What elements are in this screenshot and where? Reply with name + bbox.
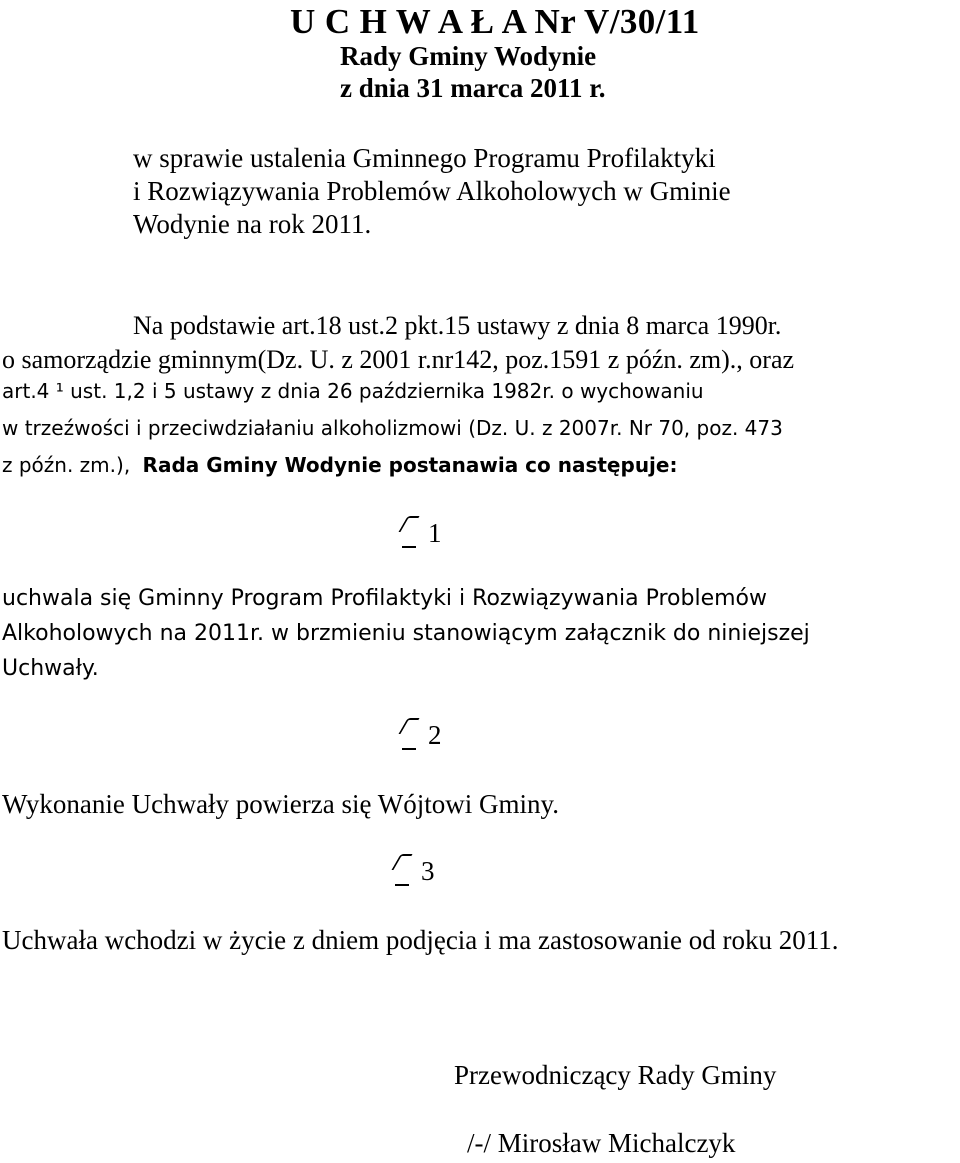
paragraph-1-line-1: uchwala się Gminny Program Profilaktyki i Rozwiązywania Problemów xyxy=(2,586,768,611)
legal-basis-line-1: Na podstawie art.18 ust.2 pkt.15 ustawy z dnia 8 marca 1990r. xyxy=(133,311,782,340)
section-sign-icon xyxy=(400,520,418,542)
paragraph-3-number: 3 xyxy=(421,856,435,886)
signature-role: Przewodniczący Rady Gminy xyxy=(454,1060,777,1090)
council-name: Rady Gminy Wodynie xyxy=(340,41,597,71)
signature-name: /-/ Mirosław Michalczyk xyxy=(467,1128,736,1158)
paragraph-3-line-1: Uchwała wchodzi w życie z dniem podjęcia i ma zastosowanie od roku 2011. xyxy=(2,925,839,955)
paragraph-1-line-3: Uchwały. xyxy=(2,656,99,681)
paragraph-3-heading xyxy=(393,858,435,885)
section-sign-icon xyxy=(400,722,418,744)
resolution-title: U C H W A Ł A Nr V/30/11 xyxy=(290,2,700,41)
paragraph-2-number: 2 xyxy=(428,720,442,750)
enactment-formula: Rada Gminy Wodynie postanawia co następuje: xyxy=(142,453,678,477)
subject-line-3: Wodynie na rok 2011. xyxy=(133,209,372,239)
resolution-date: z dnia 31 marca 2011 r. xyxy=(340,73,606,103)
subject-line-1: w sprawie ustalenia Gminnego Programu Profilaktyki xyxy=(133,143,716,173)
paragraph-1-number: 1 xyxy=(428,518,442,548)
subject-line-2: i Rozwiązywania Problemów Alkoholowych w Gminie xyxy=(133,176,731,206)
section-sign-icon xyxy=(393,858,411,880)
paragraph-2-line-1: Wykonanie Uchwały powierza się Wójtowi Gminy. xyxy=(2,789,559,819)
legal-basis-line-4: w trzeźwości i przeciwdziałaniu alkoholizmowi (Dz. U. z 2007r. Nr 70, poz. 473 xyxy=(2,416,783,440)
paragraph-2-heading xyxy=(400,722,442,749)
paragraph-1-line-2: Alkoholowych na 2011r. w brzmieniu stanowiącym załącznik do niniejszej xyxy=(2,621,810,646)
legal-basis-line-3: art.4 ¹ ust. 1,2 i 5 ustawy z dnia 26 października 1982r. o wychowaniu xyxy=(2,379,704,403)
legal-basis-line-2: o samorządzie gminnym(Dz. U. z 2001 r.nr142, poz.1591 z późn. zm)., oraz xyxy=(2,345,795,374)
legal-basis-citation-end: z późn. zm.), xyxy=(2,453,131,477)
paragraph-1-heading xyxy=(400,520,442,547)
legal-basis-line-5 xyxy=(2,455,677,475)
